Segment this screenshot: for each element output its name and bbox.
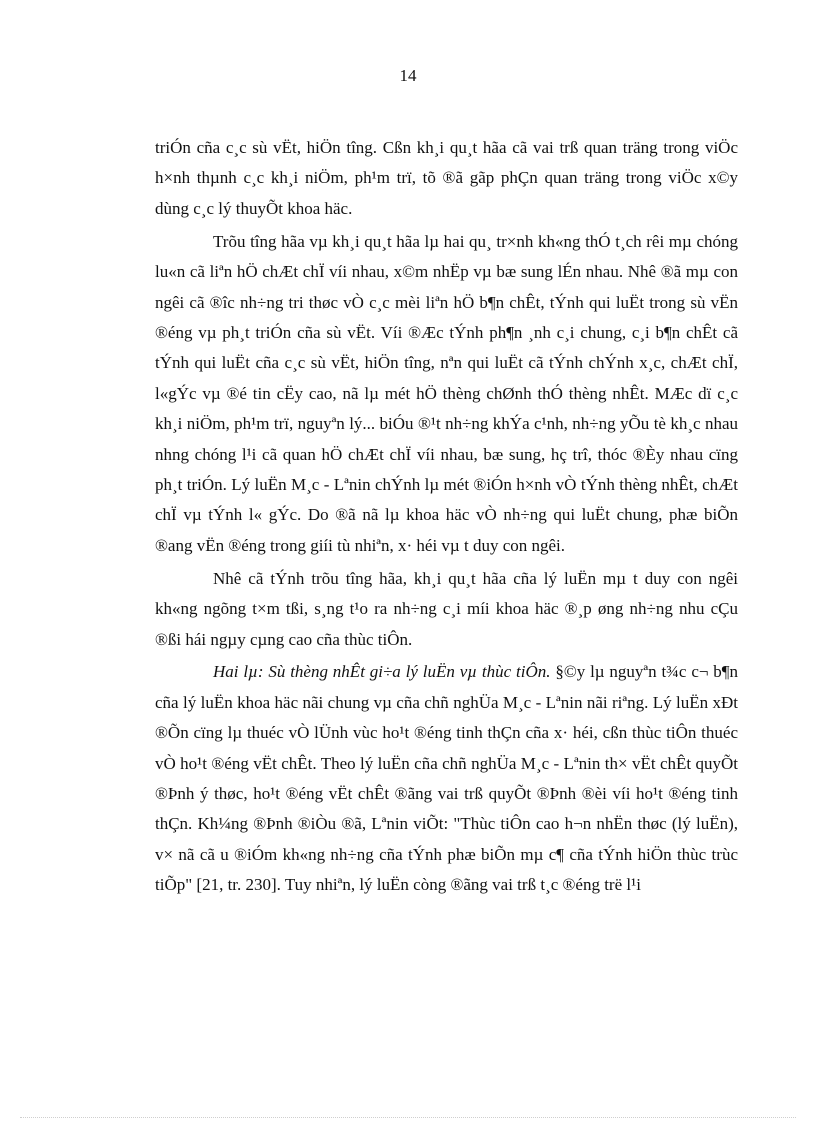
paragraph-1: triÓn cña c¸c sù vËt, hiÖn tîng. Cßn kh¸i qu¸t hãa cã vai trß quan träng trong viÖc h×nh thµnh c¸c kh¸i niÖm, ph¹m trï, tõ ®ã gãp phÇn quan träng trong viÖc x©y dùng c¸c lý thuyÕt khoa häc. (155, 138, 738, 218)
paragraph-4 (155, 657, 738, 900)
paragraph-4-text: §©y lµ nguyªn t¾c c¬ b¶n cña lý luËn khoa häc nãi chung vµ cña chñ nghÜa M¸c - Lªnin nãi riªng. Lý luËn xÐt ®Õn cïng lµ thuéc vÒ lÜnh vùc ho¹t ®éng tinh thÇn cña x· héi, cßn thùc tiÔn thuéc vÒ ho¹t ®éng vËt chÊt. Theo lý luËn cña chñ nghÜa M¸c - Lªnin th× vËt chÊt quyÕt ®Þnh ý thøc, ho¹t ®éng vËt chÊt ®ãng vai trß quyÕt ®Þnh ®èi víi ho¹t ®éng tinh thÇn. Kh¼ng ®Þnh ®iÒu ®ã, Lªnin viÕt: "Thùc tiÔn cao h¬n nhËn thøc (lý luËn), v× nã cã u ®iÓm kh«ng nh÷ng cña tÝnh phæ biÕn mµ c¶ cña tÝnh hiÖn thùc trùc tiÕp" [21, tr. 230]. Tuy nhiªn, lý luËn còng ®ãng vai trß t¸c ®éng trë l¹i (155, 662, 738, 895)
page-number: 14 (399, 66, 417, 85)
paragraph-2: Trõu tîng hãa vµ kh¸i qu¸t hãa lµ hai qu¸ tr×nh kh«ng thÓ t¸ch rêi mµ chóng lu«n cã liªn hÖ chÆt chÏ víi nhau, x©m nhËp vµ bæ sung lÉn nhau. Nhê ®ã mµ con ngêi cã ®îc nh÷ng tri thøc vÒ c¸c mèi liªn hÖ b¶n chÊt, tÝnh qui luËt trong sù vËn ®éng vµ ph¸t triÓn cña sù vËt. Víi ®Æc tÝnh ph¶n ¸nh c¸i chung, c¸i b¶n chÊt cã tÝnh qui luËt cña c¸c sù vËt, hiÖn tîng, nªn qui luËt cã tÝnh chÝnh x¸c, chÆt chÏ, l«gÝc vµ ®é tin cËy cao, nã lµ mét hÖ thèng chØnh thÓ thèng nhÊt. MÆc dï c¸c kh¸i niÖm, ph¹m trï, nguyªn lý... biÓu ®¹t nh÷ng khÝa c¹nh, nh÷ng yÕu tè kh¸c nhau nhng chóng l¹i cã quan hÖ chÆt chÏ víi nhau, bæ sung, hç trî, thóc ®Èy nhau cïng ph¸t triÓn. Lý luËn M¸c - Lªnin chÝnh lµ mét ®iÓn h×nh vÒ tÝnh thèng nhÊt, chÆt chÏ vµ tÝnh l« gÝc. Do ®ã nã lµ khoa häc vÒ nh÷ng qui luËt chung, phæ biÕn ®ang vËn ®éng trong giíi tù nhiªn, x· héi vµ t duy con ngêi. (155, 231, 738, 555)
paragraph-3: Nhê cã tÝnh trõu tîng hãa, kh¸i qu¸t hãa cña lý luËn mµ t duy con ngêi kh«ng ngõng t×m tßi, s¸ng t¹o ra nh÷ng c¸i míi khoa häc ®¸p øng nh÷ng nhu cÇu ®ßi hái ngµy cµng cao cña thùc tiÔn. (155, 568, 738, 649)
body-text (155, 133, 738, 901)
page-bottom-edge (20, 1117, 796, 1118)
paragraph-4-heading: Hai lµ: Sù thèng nhÊt gi÷a lý luËn vµ thùc tiÔn. (213, 662, 551, 682)
